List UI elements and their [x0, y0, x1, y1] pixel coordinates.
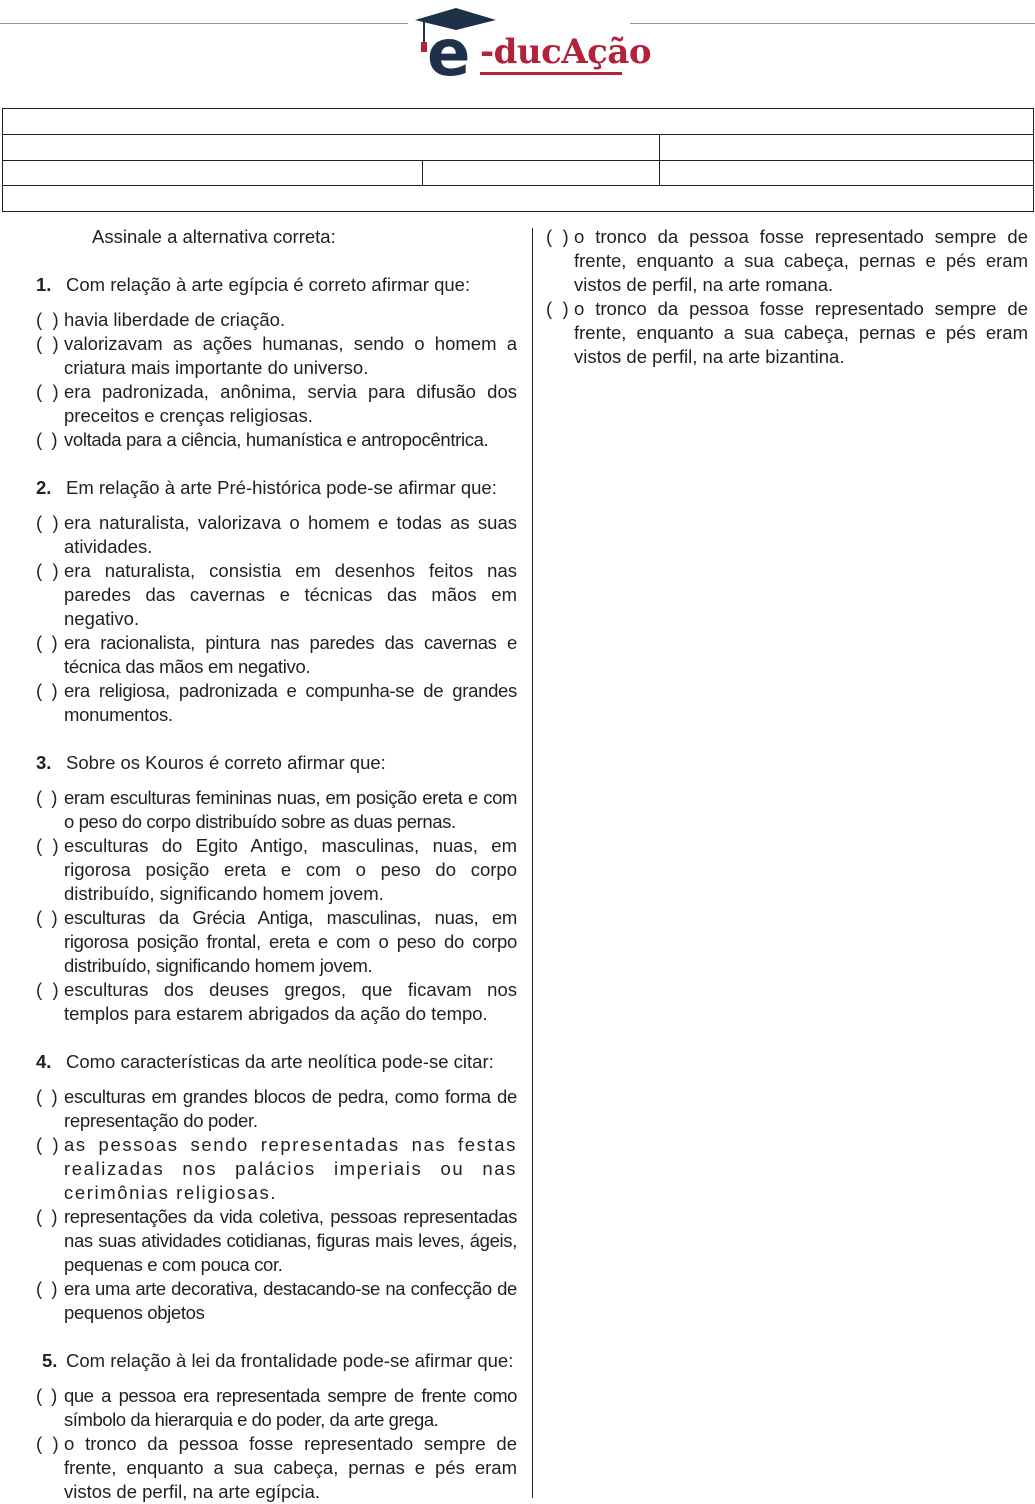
question-3 [36, 751, 517, 1026]
instruction-text: Assinale a alternativa correta: [92, 226, 336, 247]
question-number: 1. [36, 274, 52, 295]
question-number: 2. [36, 477, 52, 498]
checkbox-mark[interactable]: ( ) [36, 1134, 59, 1155]
checkbox-mark[interactable]: ( ) [546, 226, 569, 247]
option-text: o tronco da pessoa fosse representado sempre de frente, enquanto a sua cabeça, pernas e pés eram vistos de perfil, na arte romana. [574, 226, 1028, 295]
option-text: voltada para a ciência, humanística e antropocêntrica. [64, 429, 489, 450]
right-column [546, 225, 1028, 369]
answer-option[interactable] [36, 1432, 517, 1504]
student-info-form [2, 108, 1034, 212]
option-text: era naturalista, consistia em desenhos feitos nas paredes das cavernas e técnicas das mãos em negativo. [64, 560, 517, 629]
checkbox-mark[interactable]: ( ) [546, 298, 569, 319]
form-field-row-1[interactable] [3, 109, 1034, 135]
answer-option[interactable] [36, 978, 517, 1026]
answer-option[interactable] [36, 834, 517, 906]
educacao-logo [412, 8, 652, 80]
question-4 [36, 1050, 517, 1325]
option-text: que a pessoa era representada sempre de frente como símbolo da hierarquia e do poder, da arte grega. [64, 1385, 517, 1430]
question-number: 4. [36, 1051, 52, 1072]
header-rule-left [0, 23, 408, 24]
checkbox-mark[interactable]: ( ) [36, 560, 59, 581]
checkbox-mark[interactable]: ( ) [36, 381, 59, 402]
form-field-row-2-right[interactable] [660, 134, 1034, 160]
answer-option[interactable] [36, 1277, 517, 1325]
checkbox-mark[interactable]: ( ) [36, 979, 59, 1000]
column-divider [532, 228, 533, 1498]
checkbox-mark[interactable]: ( ) [36, 1385, 57, 1406]
checkbox-mark[interactable]: ( ) [36, 1206, 58, 1227]
option-text: era religiosa, padronizada e compunha-se de grandes monumentos. [64, 680, 517, 725]
answer-option[interactable] [36, 428, 517, 452]
checkbox-mark[interactable]: ( ) [36, 333, 59, 354]
checkbox-mark[interactable]: ( ) [36, 1086, 58, 1107]
option-text: esculturas da Grécia Antiga, masculinas, nuas, em rigorosa posição frontal, ereta e com o peso do corpo distribuído, significando homem jovem. [64, 907, 517, 976]
answer-option[interactable] [36, 332, 517, 380]
form-field-row-4[interactable] [3, 186, 1034, 212]
question-stem [36, 1050, 517, 1074]
question-1 [36, 273, 517, 452]
checkbox-mark[interactable]: ( ) [36, 512, 59, 533]
question-text: Sobre os Kouros é correto afirmar que: [66, 752, 386, 773]
form-field-row-3-right[interactable] [660, 160, 1034, 186]
logo-underline [480, 72, 622, 75]
question-5 [36, 1349, 517, 1504]
answer-option[interactable] [36, 1133, 517, 1205]
option-text: esculturas do Egito Antigo, masculinas, nuas, em rigorosa posição ereta e com o peso do corpo distribuído, significando homem jovem. [64, 835, 517, 904]
form-field-row-3-left[interactable] [3, 160, 423, 186]
question-text: Com relação à arte egípcia é correto afirmar que: [66, 274, 471, 295]
option-text: era padronizada, anônima, servia para difusão dos preceitos e crenças religiosas. [64, 381, 517, 426]
checkbox-mark[interactable]: ( ) [36, 835, 59, 856]
question-stem [36, 751, 517, 775]
option-text: era naturalista, valorizava o homem e todas as suas atividades. [64, 512, 517, 557]
option-text: valorizavam as ações humanas, sendo o homem a criatura mais importante do universo. [64, 333, 517, 378]
question-stem [36, 1349, 517, 1373]
answer-option[interactable] [36, 786, 517, 834]
answer-option[interactable] [36, 1205, 517, 1277]
answer-option[interactable] [546, 297, 1028, 369]
option-text: esculturas dos deuses gregos, que ficavam nos templos para estarem abrigados da ação do tempo. [64, 979, 517, 1024]
option-text: eram esculturas femininas nuas, em posição ereta e com o peso do corpo distribuído sobre as duas pernas. [64, 787, 517, 832]
checkbox-mark[interactable]: ( ) [36, 632, 58, 653]
answer-option[interactable] [36, 380, 517, 428]
left-column [36, 225, 517, 1504]
question-number: 3. [36, 752, 52, 773]
option-text: as pessoas sendo representadas nas festas realizadas nos palácios imperiais ou nas cerimônias religiosas. [64, 1134, 517, 1203]
option-text: representações da vida coletiva, pessoas representadas nas suas atividades cotidianas, figuras mais leves, ágeis, pequenas e com pouca cor. [64, 1206, 517, 1275]
question-text: Em relação à arte Pré-histórica pode-se afirmar que: [66, 477, 497, 498]
option-text: esculturas em grandes blocos de pedra, como forma de representação do poder. [64, 1086, 517, 1131]
option-text: o tronco da pessoa fosse representado sempre de frente, enquanto a sua cabeça, pernas e pés eram vistos de perfil, na arte egípcia. [64, 1433, 517, 1502]
question-number: 5. [42, 1350, 58, 1371]
answer-option[interactable] [36, 679, 517, 727]
question-stem [36, 476, 517, 500]
answer-option[interactable] [36, 1085, 517, 1133]
checkbox-mark[interactable]: ( ) [36, 1278, 58, 1299]
question-text: Como características da arte neolítica pode-se citar: [66, 1051, 494, 1072]
answer-option[interactable] [36, 1384, 517, 1432]
header-rule-right [630, 23, 1035, 24]
checkbox-mark[interactable]: ( ) [36, 1433, 59, 1454]
form-field-row-3-middle[interactable] [423, 160, 660, 186]
question-text: Com relação à lei da frontalidade pode-se afirmar que: [66, 1350, 514, 1371]
checkbox-mark[interactable]: ( ) [36, 309, 59, 330]
answer-option[interactable] [36, 906, 517, 978]
answer-option[interactable] [36, 631, 517, 679]
checkbox-mark[interactable]: ( ) [36, 907, 58, 928]
checkbox-mark[interactable]: ( ) [36, 787, 58, 808]
option-text: era uma arte decorativa, destacando-se na confecção de pequenos objetos [64, 1278, 517, 1323]
option-text: o tronco da pessoa fosse representado sempre de frente, enquanto a sua cabeça, pernas e pés eram vistos de perfil, na arte bizantina. [574, 298, 1028, 367]
answer-option[interactable] [36, 559, 517, 631]
logo-wordmark: -ducAção [480, 32, 652, 72]
logo-letter-e: e [427, 17, 471, 80]
question-2 [36, 476, 517, 727]
option-text: havia liberdade de criação. [64, 309, 286, 330]
question-stem [36, 273, 517, 297]
answer-option[interactable] [36, 511, 517, 559]
answer-option[interactable] [36, 308, 517, 332]
checkbox-mark[interactable]: ( ) [36, 429, 58, 450]
option-text: era racionalista, pintura nas paredes das cavernas e técnica das mãos em negativo. [64, 632, 517, 677]
checkbox-mark[interactable]: ( ) [36, 680, 58, 701]
form-field-row-2-left[interactable] [3, 134, 660, 160]
answer-option[interactable] [546, 225, 1028, 297]
